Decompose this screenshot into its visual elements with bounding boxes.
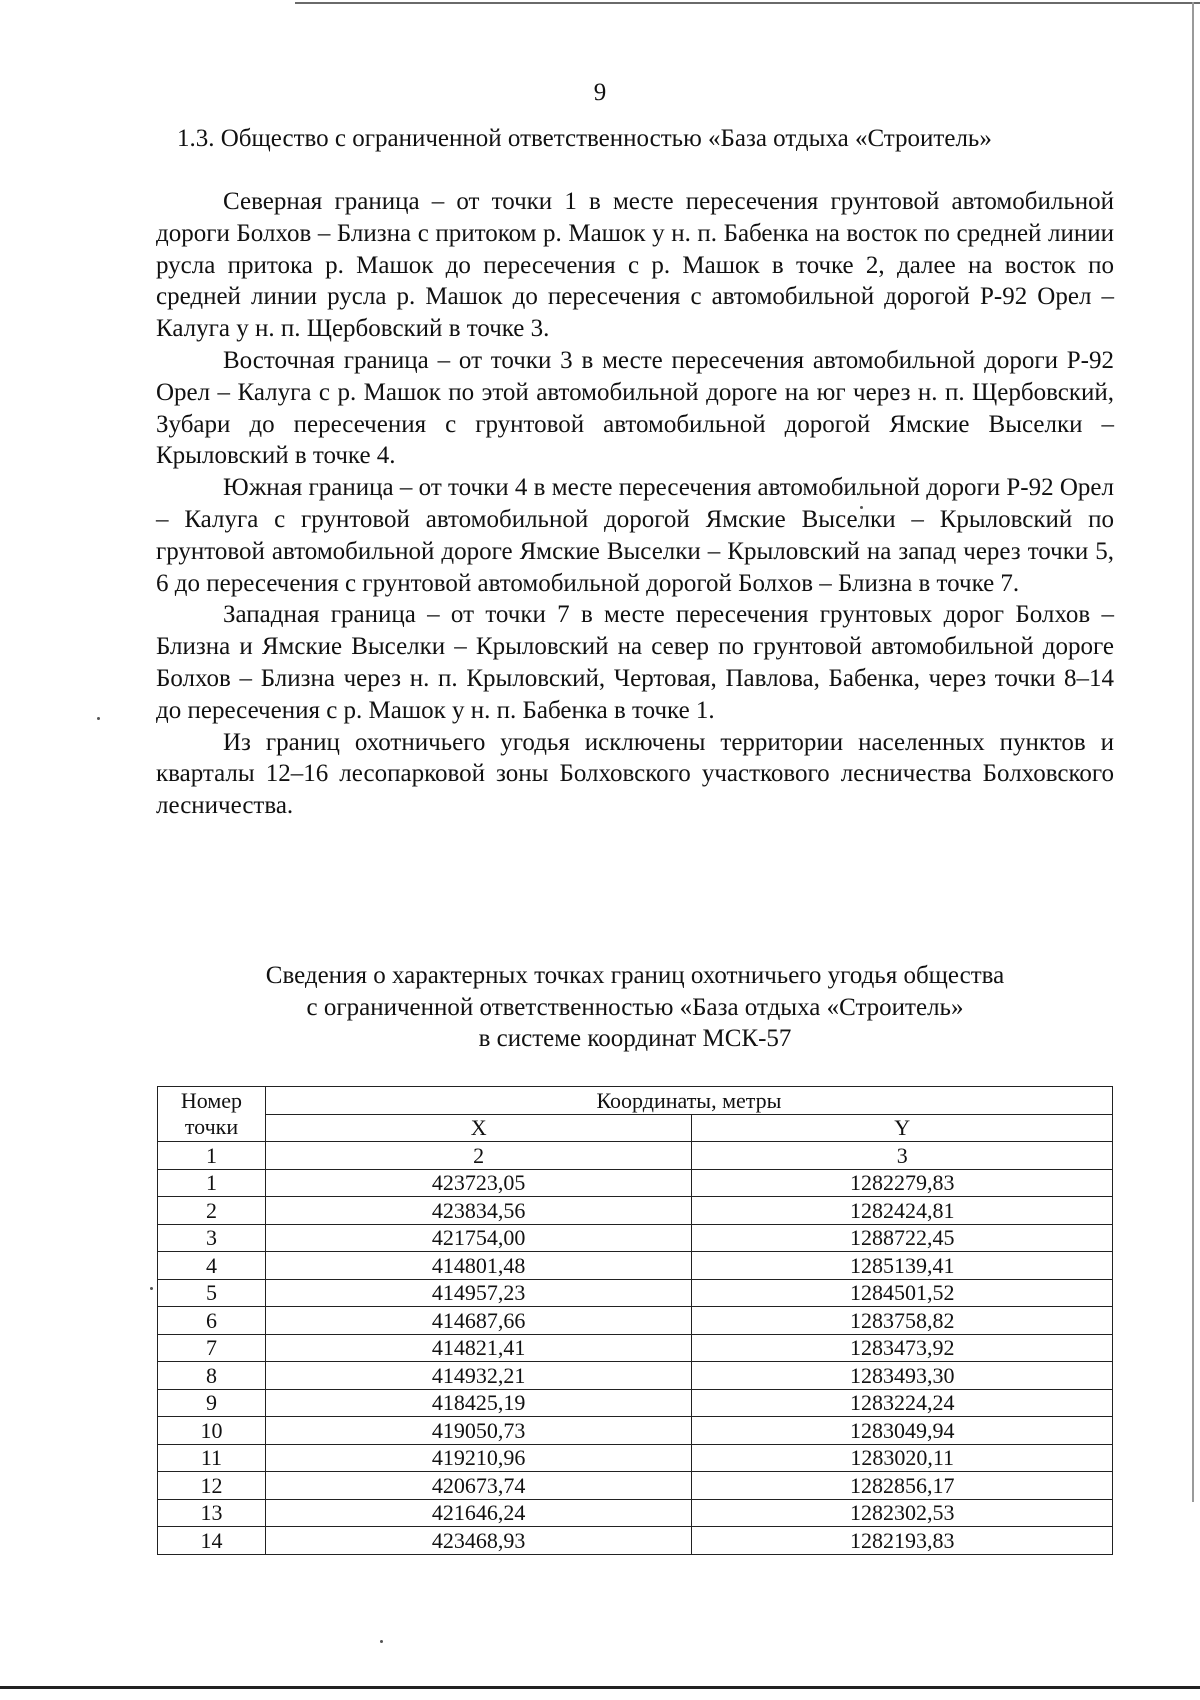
table-row (158, 1362, 1113, 1390)
table-row (158, 1417, 1113, 1445)
point-number-cell: 11 (158, 1444, 266, 1472)
x-cell: 423468,93 (265, 1527, 692, 1555)
point-number-cell: 14 (158, 1527, 266, 1555)
y-cell: 1283473,92 (692, 1334, 1113, 1362)
x-cell: 423834,56 (265, 1197, 692, 1225)
point-number-cell: 8 (158, 1362, 266, 1390)
y-cell: 1282424,81 (692, 1197, 1113, 1225)
y-cell: 1283049,94 (692, 1417, 1113, 1445)
header-point-number: Номер точки (158, 1087, 266, 1142)
y-cell: 1285139,41 (692, 1252, 1113, 1280)
table-row (158, 1499, 1113, 1527)
scan-edge-right (1192, 2, 1194, 1502)
column-number: 2 (265, 1142, 692, 1170)
point-number-cell: 1 (158, 1169, 266, 1197)
table-row (158, 1197, 1113, 1225)
table-row (158, 1224, 1113, 1252)
x-cell: 423723,05 (265, 1169, 692, 1197)
table-caption-line: с ограниченной ответственностью «База отдыха «Строитель» (306, 993, 964, 1021)
scan-speck (150, 1287, 153, 1290)
page-number: 9 (593, 79, 607, 106)
point-number-cell: 7 (158, 1334, 266, 1362)
scan-speck (380, 1640, 383, 1643)
body-text (156, 186, 1114, 822)
y-cell: 1282856,17 (692, 1472, 1113, 1500)
point-number-cell: 4 (158, 1252, 266, 1280)
x-cell: 421646,24 (265, 1499, 692, 1527)
point-number-cell: 12 (158, 1472, 266, 1500)
y-cell: 1283493,30 (692, 1362, 1113, 1390)
x-cell: 421754,00 (265, 1224, 692, 1252)
x-cell: 419050,73 (265, 1417, 692, 1445)
x-cell: 414957,23 (265, 1279, 692, 1307)
point-number-cell: 3 (158, 1224, 266, 1252)
table-caption-line: Сведения о характерных точках границ охотничьего угодья общества (265, 962, 1005, 989)
table-row (158, 1307, 1113, 1335)
x-cell: 418425,19 (265, 1389, 692, 1417)
x-cell: 414801,48 (265, 1252, 692, 1280)
y-cell: 1288722,45 (692, 1224, 1113, 1252)
header-coordinates: Координаты, метры (265, 1087, 1112, 1115)
coordinates-table (157, 1086, 1113, 1555)
scan-edge-bottom (0, 1686, 1200, 1689)
table-caption (156, 960, 1114, 1055)
paragraph-south-boundary: Южная граница – от точки 4 в месте пересечения автомобильной дороги Р-92 Орел – Калуга с грунтовой автомобильной дорогой Ямские Выселки – Крыловский по грунтовой автомобильной дороге Ямские Выселки – Крыловский на запад через точки 5, 6 до пересечения с грунтовой автомобильной дорогой Болхов – Близна в точке 7. (156, 474, 1114, 597)
paragraph-north-boundary: Северная граница – от точки 1 в месте пересечения грунтовой автомобильной дороги Болхов – Близна с притоком р. Машок у н. п. Бабенка на восток по средней линии русла притока р. Машок до пересечения с р. Машок в точке 2, далее на восток по средней линии русла р. Машок до пересечения с автомобильной дорогой Р-92 Орел – Калуга у н. п. Щербовский в точке 3. (156, 188, 1114, 343)
point-number-cell: 6 (158, 1307, 266, 1335)
paragraph-exclusions: Из границ охотничьего угодья исключены территории населенных пунктов и кварталы 12–16 лесопарковой зоны Болховского участкового лесничества Болховского лесничества. (156, 728, 1114, 820)
column-number: 3 (692, 1142, 1113, 1170)
table-row (158, 1252, 1113, 1280)
header-y: Y (692, 1114, 1113, 1142)
table-row (158, 1169, 1113, 1197)
header-x: X (265, 1114, 692, 1142)
table-row (158, 1527, 1113, 1555)
x-cell: 414932,21 (265, 1362, 692, 1390)
y-cell: 1283020,11 (692, 1444, 1113, 1472)
scan-speck (97, 717, 100, 720)
y-cell: 1283758,82 (692, 1307, 1113, 1335)
y-cell: 1282302,53 (692, 1499, 1113, 1527)
point-number-cell: 13 (158, 1499, 266, 1527)
table-row (158, 1444, 1113, 1472)
paragraph-west-boundary: Западная граница – от точки 7 в месте пересечения грунтовых дорог Болхов – Близна и Ямские Выселки – Крыловский на север по грунтовой автомобильной дороге Болхов – Близна через н. п. Крыловский, Чертовая, Павлова, Бабенка, через точки 8–14 до пересечения с р. Машок у н. п. Бабенка в точке 1. (156, 601, 1114, 724)
y-cell: 1284501,52 (692, 1279, 1113, 1307)
x-cell: 414821,41 (265, 1334, 692, 1362)
paragraph-east-boundary: Восточная граница – от точки 3 в месте пересечения автомобильной дороги Р-92 Орел – Калуга с р. Машок по этой автомобильной дороге на юг через н. п. Щербовский, Зубари до пересечения с грунтовой автомобильной дорогой Ямские Выселки – Крыловский в точке 4. (156, 346, 1114, 470)
point-number-cell: 10 (158, 1417, 266, 1445)
x-cell: 414687,66 (265, 1307, 692, 1335)
y-cell: 1282279,83 (692, 1169, 1113, 1197)
x-cell: 420673,74 (265, 1472, 692, 1500)
table-row (158, 1334, 1113, 1362)
point-number-cell: 2 (158, 1197, 266, 1225)
point-number-cell: 5 (158, 1279, 266, 1307)
y-cell: 1283224,24 (692, 1389, 1113, 1417)
section-title: 1.3. Общество с ограниченной ответственностью «База отдыха «Строитель» (177, 125, 992, 152)
scan-edge-top (295, 2, 1200, 4)
table-row (158, 1389, 1113, 1417)
point-number-cell: 9 (158, 1389, 266, 1417)
table-row (158, 1472, 1113, 1500)
table-caption-line: в системе координат МСК-57 (478, 1025, 792, 1052)
y-cell: 1282193,83 (692, 1527, 1113, 1555)
column-number: 1 (158, 1142, 266, 1170)
table-row (158, 1279, 1113, 1307)
x-cell: 419210,96 (265, 1444, 692, 1472)
